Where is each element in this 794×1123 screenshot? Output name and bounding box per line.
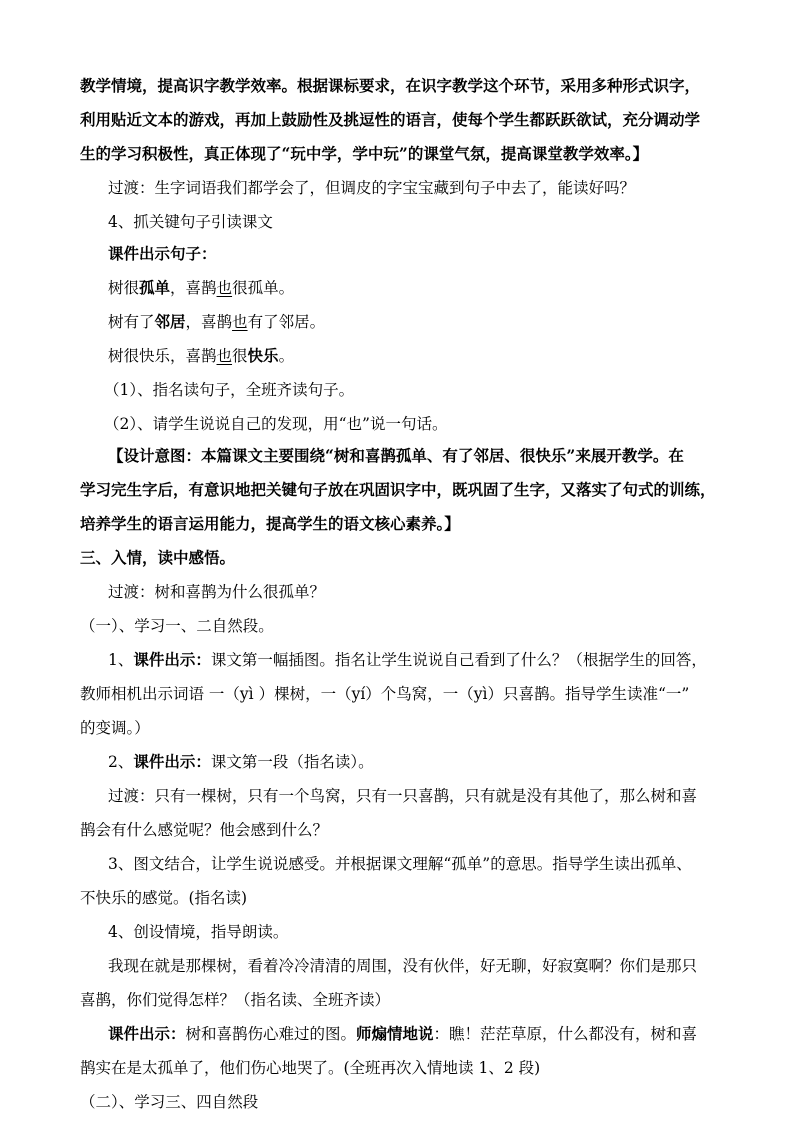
paragraph-line: 课件出示句子： — [108, 244, 217, 263]
paragraph-line: 过渡：生字词语我们都学会了，但调皮的字宝宝藏到句子中去了，能读好吗？ — [108, 179, 636, 197]
paragraph-line: 利用贴近文本的游戏，再加上鼓励性及挑逗性的语言，使每个学生都跃跃欲试，充分调动学 — [80, 110, 701, 129]
paragraph-line: 课件出示：树和喜鹊伤心难过的图。师煽情地说：瞧！茫茫草原，什么都没有，树和喜 — [108, 1024, 698, 1043]
paragraph-line: 鹊实在是太孤单了，他们伤心地哭了。(全班再次入情地读 1、2 段) — [80, 1059, 541, 1077]
paragraph-line: 过渡：树和喜鹊为什么很孤单？ — [108, 583, 326, 601]
subsection-heading: （一）、学习一、二自然段。 — [80, 617, 274, 635]
paragraph-line: 鹊会有什么感觉呢？他会感到什么？ — [80, 821, 329, 839]
paragraph-line: 过渡：只有一棵树，只有一个鸟窝，只有一只喜鹊，只有就是没有其他了，那么树和喜 — [108, 787, 698, 805]
example-sentence: 树很快乐，喜鹊也很快乐。 — [108, 346, 295, 365]
paragraph-line: 4、抓关键句子引读课文 — [108, 213, 273, 231]
paragraph-line: 的变调。） — [80, 719, 150, 737]
section-heading: 三、入情，读中感悟。 — [80, 548, 236, 567]
paragraph-line: （2）、请学生说说自己的发现，用“也”说一句话。 — [104, 415, 448, 433]
paragraph-line: 1、课件出示：课文第一幅插图。指名让学生说说自己看到了什么？（根据学生的回答， — [108, 650, 707, 669]
paragraph-line: 生的学习积极性，真正体现了“玩中学，学中玩”的课堂气氛，提高课堂教学效率。】 — [80, 144, 649, 163]
paragraph-line: 教学情境，提高识字教学效率。根据课标要求，在识字教学这个环节，采用多种形式识字， — [80, 76, 701, 95]
paragraph-line: 教师相机出示词语 一（yì ）棵树，一（yí）个鸟窝，一（yì）只喜鹊。指导学生读准“一” — [80, 685, 690, 703]
paragraph-line: 【设计意图：本篇课文主要围绕“树和喜鹊孤单、有了邻居、很快乐”来展开教学。在 — [108, 446, 684, 465]
paragraph-line: （1）、指名读句子，全班齐读句子。 — [104, 381, 355, 399]
example-sentence: 树很孤单，喜鹊也很孤单。 — [108, 278, 295, 297]
paragraph-line: 3、图文结合，让学生说说感受。并根据课文理解“孤单”的意思。指导学生读出孤单、 — [108, 855, 692, 873]
example-sentence: 树有了邻居，喜鹊也有了邻居。 — [108, 312, 326, 331]
paragraph-line: 我现在就是那棵树，看着冷冷清清的周围，没有伙伴，好无聊，好寂寞啊？你们是那只 — [108, 957, 698, 975]
paragraph-line: 2、课件出示：课文第一段（指名读）。 — [108, 752, 374, 771]
paragraph-line: 学习完生字后，有意识地把关键句子放在巩固识字中，既巩固了生字，又落实了句式的训练， — [80, 480, 716, 499]
paragraph-line: 4、创设情境，指导朗读。 — [108, 923, 289, 941]
paragraph-line: 不快乐的感觉。(指名读) — [80, 889, 248, 907]
paragraph-line: 喜鹊，你们觉得怎样？（指名读、全班齐读） — [80, 991, 391, 1009]
paragraph-line: 培养学生的语言运用能力，提高学生的语文核心素养。】 — [80, 514, 460, 533]
subsection-heading: （二）、学习三、四自然段 — [80, 1093, 259, 1111]
